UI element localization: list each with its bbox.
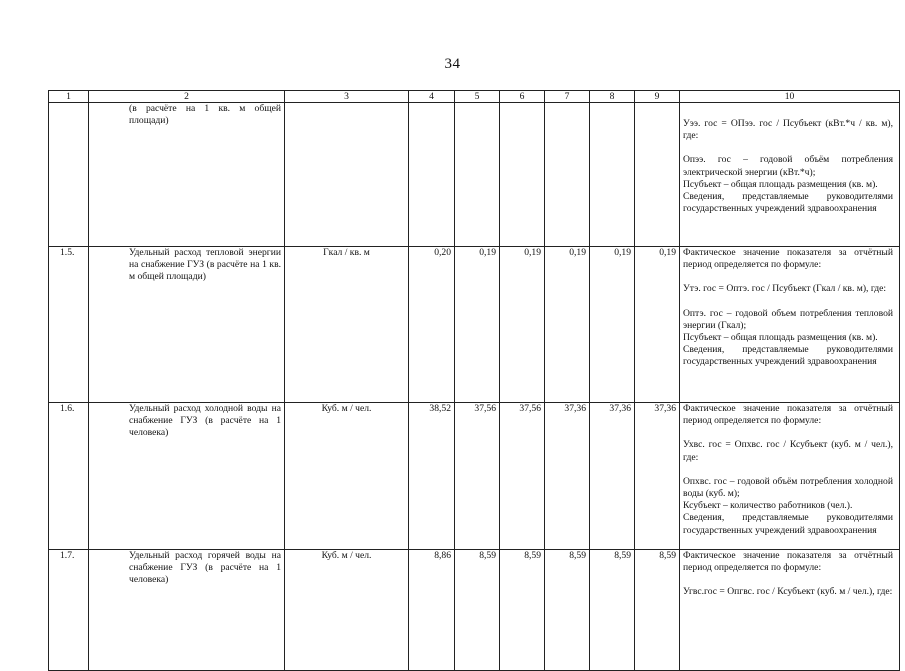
description-text: Опээ. гос – годовой объём потребления электрической энергии (кВт.*ч); [683,154,893,178]
source-text: Сведения, представляемые руководителями государственных учреждений здравоохранения [683,191,893,215]
description-text: Фактическое значение показателя за отчётный период определяется по формуле: [683,247,893,271]
column-number: 3 [285,91,409,103]
formula-text: Угвс.гос = Опгвс. гос / Ксубъект (куб. м / чел.), где: [683,586,893,598]
description-text: Ксубъект – количество работников (чел.). [683,500,853,512]
method-description [680,247,900,403]
description-text: Оптэ. гос – годовой объем потребления тепловой энергии (Гкал); [683,307,893,331]
value-cell: 8,59 [500,550,545,671]
formula-text: Утэ. гос = Оптэ. гос / Псубъект (Гкал / кв. м), где: [683,283,887,295]
unit-cell [285,103,409,247]
indicator-name: Удельный расход холодной воды на снабжение ГУЗ (в расчёте на 1 человека) [89,403,285,550]
value-cell: 37,36 [635,403,680,550]
indicator-name: Удельный расход тепловой энергии на снабжение ГУЗ (в расчёте на 1 кв. м общей площади) [89,247,285,403]
value-cell: 8,59 [635,550,680,671]
value-cell: 8,59 [455,550,500,671]
formula-text: Ухвс. гос = Опхвс. гос / Ксубъект (куб. м / чел.), где: [683,439,893,463]
value-cell: 0,19 [500,247,545,403]
description-text: Фактическое значение показателя за отчётный период определяется по формуле: [683,403,893,427]
table-row [49,103,900,247]
source-text: Сведения, представляемые руководителями государственных учреждений здравоохранения [683,512,893,536]
table-row [49,550,900,671]
method-description [680,550,900,671]
indicator-name: Удельный расход горячей воды на снабжение ГУЗ (в расчёте на 1 человека) [89,550,285,671]
column-number: 6 [500,91,545,103]
value-cell: 37,56 [500,403,545,550]
value-cell [455,103,500,247]
column-number: 1 [49,91,89,103]
value-cell: 38,52 [409,403,455,550]
value-cell: 37,36 [590,403,635,550]
value-cell: 8,59 [545,550,590,671]
table-row [49,403,900,550]
row-number: 1.6. [49,403,89,550]
column-number: 9 [635,91,680,103]
column-number: 5 [455,91,500,103]
table-row [49,247,900,403]
value-cell [500,103,545,247]
unit-cell: Гкал / кв. м [285,247,409,403]
value-cell: 37,36 [545,403,590,550]
description-text: Псубъект – общая площадь размещения (кв. м). [683,332,878,344]
column-number-row [49,91,900,103]
value-cell: 0,19 [590,247,635,403]
value-cell: 0,19 [545,247,590,403]
page-number: 34 [444,56,461,72]
value-cell [635,103,680,247]
indicators-table [48,90,900,671]
indicator-name: (в расчёте на 1 кв. м общей площади) [89,103,285,247]
method-description [680,403,900,550]
column-number: 2 [89,91,285,103]
row-number: 1.7. [49,550,89,671]
column-number: 8 [590,91,635,103]
value-cell: 0,20 [409,247,455,403]
value-cell: 8,59 [590,550,635,671]
value-cell: 37,56 [455,403,500,550]
value-cell: 8,86 [409,550,455,671]
method-description [680,103,900,247]
column-number: 7 [545,91,590,103]
column-number: 4 [409,91,455,103]
row-number: 1.5. [49,247,89,403]
description-text: Опхвс. гос – годовой объём потребления холодной воды (куб. м); [683,475,893,500]
value-cell [590,103,635,247]
column-number: 10 [680,91,900,103]
formula-text: Уээ. гос = ОПээ. гос / Псубъект (кВт.*ч / кв. м), где: [683,118,893,142]
unit-cell: Куб. м / чел. [285,403,409,550]
description-text: Псубъект – общая площадь размещения (кв. м). [683,178,878,190]
source-text: Сведения, представляемые руководителями государственных учреждений здравоохранения [683,344,893,368]
value-cell [545,103,590,247]
value-cell: 0,19 [635,247,680,403]
value-cell: 0,19 [455,247,500,403]
value-cell [409,103,455,247]
unit-cell: Куб. м / чел. [285,550,409,671]
description-text: Фактическое значение показателя за отчётный период определяется по формуле: [683,550,893,574]
row-number [49,103,89,247]
